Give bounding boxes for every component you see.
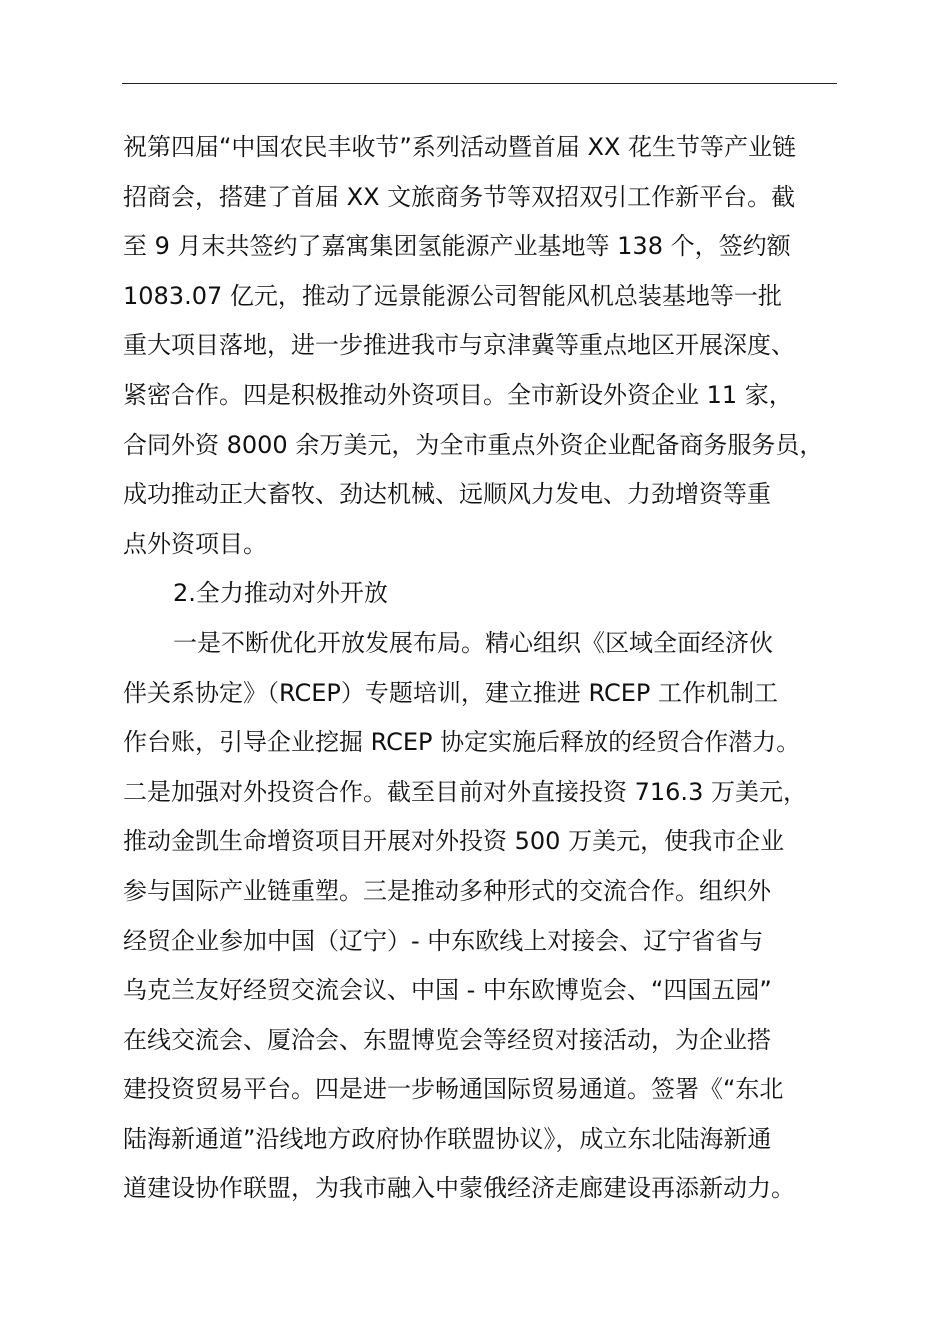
text-line-20: 建投资贸易平台。四是进一步畅通国际贸易通道。签署《“东北: [123, 1075, 784, 1104]
text-line-11: 一是不断优化开放发展布局。精心组织《区域全面经济伙: [173, 628, 773, 657]
text-line-22: 道建设协作联盟，为我市融入中蒙俄经济走廊建设再添新动力。: [123, 1174, 795, 1203]
text-line-8: 成功推动正大畜牧、劲达机械、远顺风力发电、力劲增资等重: [123, 480, 771, 509]
text-line-7: 合同外资 8000 余万美元，为全市重点外资企业配备商务服务员，: [123, 430, 824, 459]
section-heading: 2.全力推动对外开放: [173, 579, 388, 608]
text-line-14: 二是加强对外投资合作。截至目前对外直接投资 716.3 万美元，: [123, 777, 807, 806]
text-line-2: 招商会，搭建了首届 XX 文旅商务节等双招双引工作新平台。截: [123, 182, 796, 211]
text-line-19: 在线交流会、厦洽会、东盟博览会等经贸对接活动，为企业搭: [123, 1025, 771, 1054]
text-line-15: 推动金凯生命增资项目开展对外投资 500 万美元，使我市企业: [123, 827, 785, 856]
text-line-17: 经贸企业参加中国（辽宁）- 中东欧线上对接会、辽宁省省与: [123, 926, 764, 955]
document-body: [123, 123, 868, 1214]
text-line-18: 乌克兰友好经贸交流会议、中国 - 中东欧博览会、“四国五园”: [123, 976, 772, 1005]
text-line-5: 重大项目落地，进一步推进我市与京津冀等重点地区开展深度、: [123, 331, 795, 360]
text-line-12: 伴关系协定》（RCEP）专题培训，建立推进 RCEP 工作机制工: [123, 678, 779, 707]
header-rule: [122, 83, 837, 84]
text-line-9: 点外资项目。: [123, 529, 267, 558]
text-line-16: 参与国际产业链重塑。三是推动多种形式的交流合作。组织外: [123, 876, 771, 905]
text-line-1: 祝第四届“中国农民丰收节”系列活动暨首届 XX 花生节等产业链: [123, 133, 797, 161]
text-line-4: 1083.07 亿元，推动了远景能源公司智能风机总装基地等一批: [123, 281, 782, 310]
text-line-13: 作台账，引导企业挖掘 RCEP 协定实施后释放的经贸合作潜力。: [123, 728, 801, 757]
text-line-3: 至 9 月末共签约了嘉寓集团氢能源产业基地等 138 个，签约额: [123, 232, 791, 261]
text-line-21: 陆海新通道”沿线地方政府协作联盟协议》，成立东北陆海新通: [123, 1124, 772, 1153]
text-line-6: 紧密合作。四是积极推动外资项目。全市新设外资企业 11 家，: [123, 380, 793, 409]
